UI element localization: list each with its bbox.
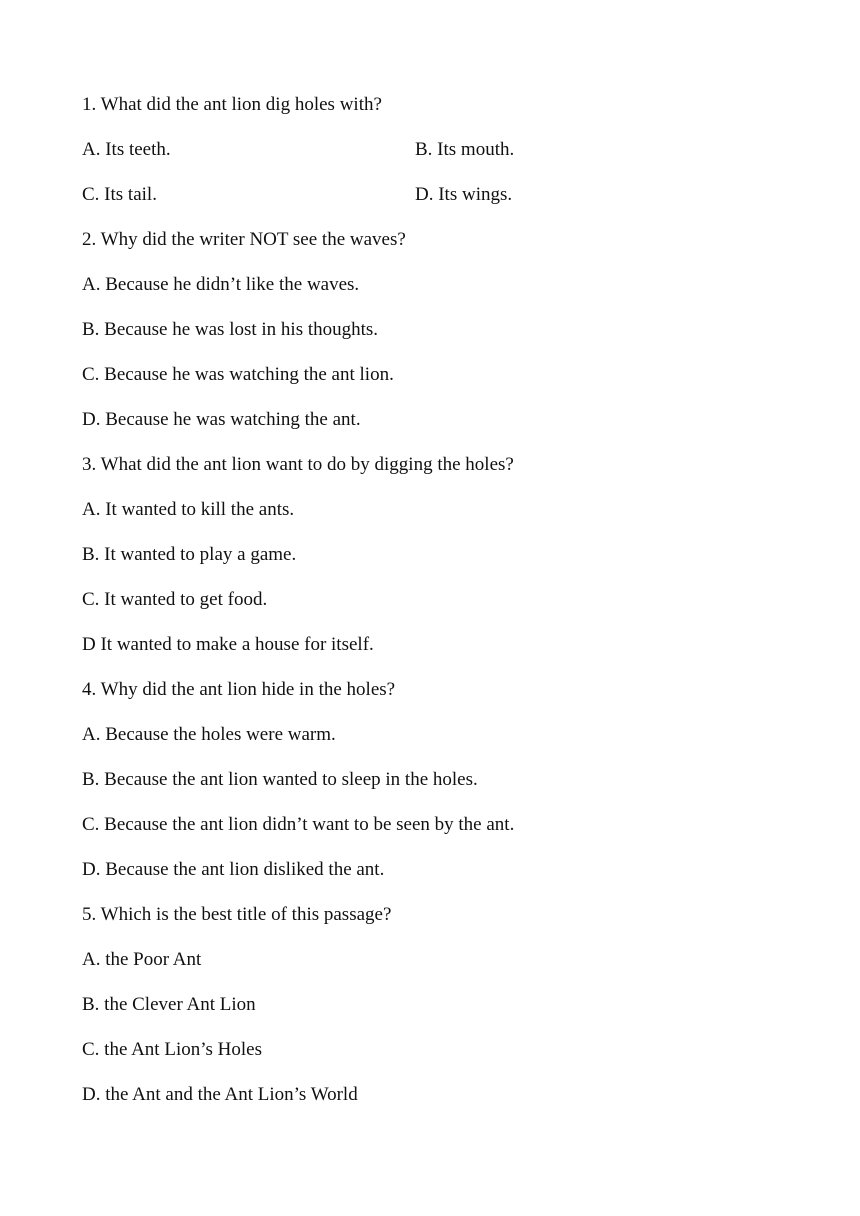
question-5-stem: 5. Which is the best title of this passage? <box>82 904 392 925</box>
question-5-option-c: C. the Ant Lion’s Holes <box>82 1039 262 1060</box>
question-3-option-d: D It wanted to make a house for itself. <box>82 634 374 655</box>
question-2-option-a: A. Because he didn’t like the waves. <box>82 274 360 295</box>
question-4-option-b: B. Because the ant lion wanted to sleep in the holes. <box>82 769 478 790</box>
question-3-option-b: B. It wanted to play a game. <box>82 544 297 565</box>
question-5-option-a: A. the Poor Ant <box>82 949 202 970</box>
question-4-option-a: A. Because the holes were warm. <box>82 724 336 745</box>
question-1-option-c: C. Its tail. <box>82 184 157 205</box>
question-4-stem: 4. Why did the ant lion hide in the holes? <box>82 679 396 700</box>
question-2-option-b: B. Because he was lost in his thoughts. <box>82 319 379 340</box>
question-3-option-c: C. It wanted to get food. <box>82 589 268 610</box>
question-1-option-d: D. Its wings. <box>415 184 513 205</box>
question-2-option-c: C. Because he was watching the ant lion. <box>82 364 394 385</box>
question-3-stem: 3. What did the ant lion want to do by digging the holes? <box>82 454 514 475</box>
question-4-option-c: C. Because the ant lion didn’t want to be seen by the ant. <box>82 814 515 835</box>
question-1-option-b: B. Its mouth. <box>415 139 515 160</box>
question-2-option-d: D. Because he was watching the ant. <box>82 409 361 430</box>
question-5-option-b: B. the Clever Ant Lion <box>82 994 256 1015</box>
question-5-option-d: D. the Ant and the Ant Lion’s World <box>82 1084 358 1105</box>
question-1-stem: 1. What did the ant lion dig holes with? <box>82 94 382 115</box>
question-2-stem: 2. Why did the writer NOT see the waves? <box>82 229 406 250</box>
question-4-option-d: D. Because the ant lion disliked the ant. <box>82 859 385 880</box>
question-3-option-a: A. It wanted to kill the ants. <box>82 499 295 520</box>
question-1-option-a: A. Its teeth. <box>82 139 171 160</box>
